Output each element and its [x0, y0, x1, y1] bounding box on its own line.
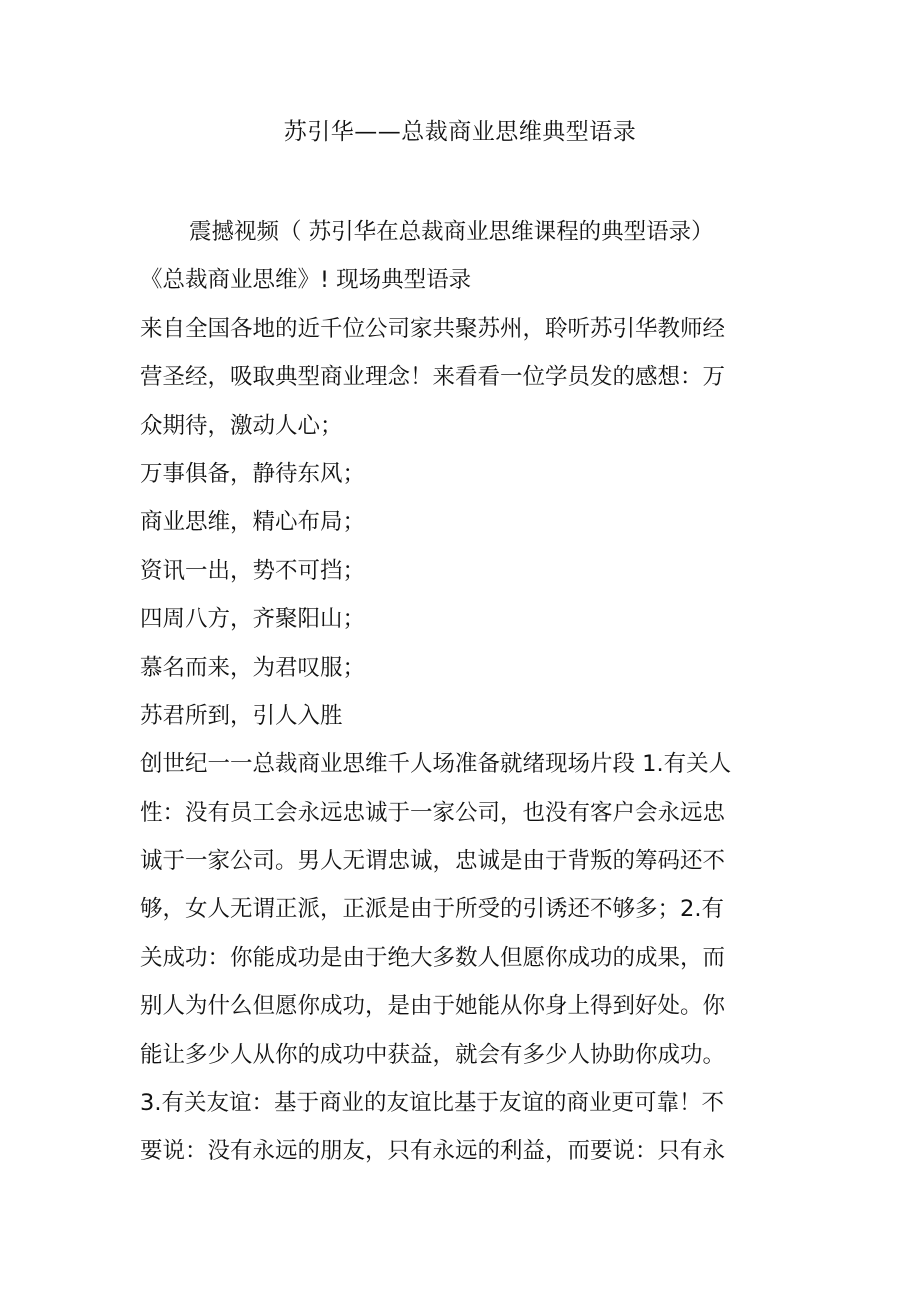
paragraph-line: 来自全国各地的近千位公司家共聚苏州，聆听苏引华教师经 [140, 315, 726, 342]
paragraph-line: 创世纪一一总裁商业思维千人场准备就绪现场片段 1.有关人 [140, 751, 732, 778]
document-body [140, 208, 785, 1176]
verse-line: 资讯一出，势不可挡； [140, 557, 366, 584]
paragraph-line: 能让多少人从你的成功中获益，就会有多少人协助你成功。 [140, 1041, 726, 1068]
verse-line: 四周八方，齐聚阳山； [140, 606, 366, 633]
paragraph-line: 诚于一家公司。男人无谓忠诚，忠诚是由于背叛的筹码还不 [140, 848, 726, 875]
paragraph-line: 性：没有员工会永远忠诚于一家公司，也没有客户会永远忠 [140, 799, 726, 826]
paragraph-line: 别人为什么但愿你成功，是由于她能从你身上得到好处。你 [140, 993, 726, 1020]
paragraph-line: 众期待，激动人心； [140, 412, 343, 439]
paragraph-line: 够，女人无谓正派，正派是由于所受的引诱还不够多；2.有 [140, 896, 724, 923]
document-title: 苏引华——总裁商业思维典型语录 [283, 119, 637, 145]
paragraph-line: 关成功：你能成功是由于绝大多数人但愿你成功的成果，而 [140, 944, 726, 971]
paragraph-line: 营圣经，吸取典型商业理念！来看看一位学员发的感想：万 [140, 364, 726, 391]
verse-line: 慕名而来，为君叹服； [140, 654, 366, 681]
paragraph-line: 要说：没有永远的朋友，只有永远的利益，而要说：只有永 [140, 1138, 726, 1165]
subtitle-line: 震撼视频（ 苏引华在总裁商业思维课程的典型语录） [189, 219, 714, 245]
paragraph-line: 3.有关友谊：基于商业的友谊比基于友谊的商业更可靠！不 [140, 1090, 724, 1117]
verse-line: 苏君所到，引人入胜 [140, 702, 343, 729]
verse-line: 万事俱备，静待东风； [140, 460, 366, 487]
heading-line: 《总裁商业思维》! 现场典型语录 [140, 267, 472, 294]
verse-line: 商业思维，精心布局； [140, 509, 366, 536]
